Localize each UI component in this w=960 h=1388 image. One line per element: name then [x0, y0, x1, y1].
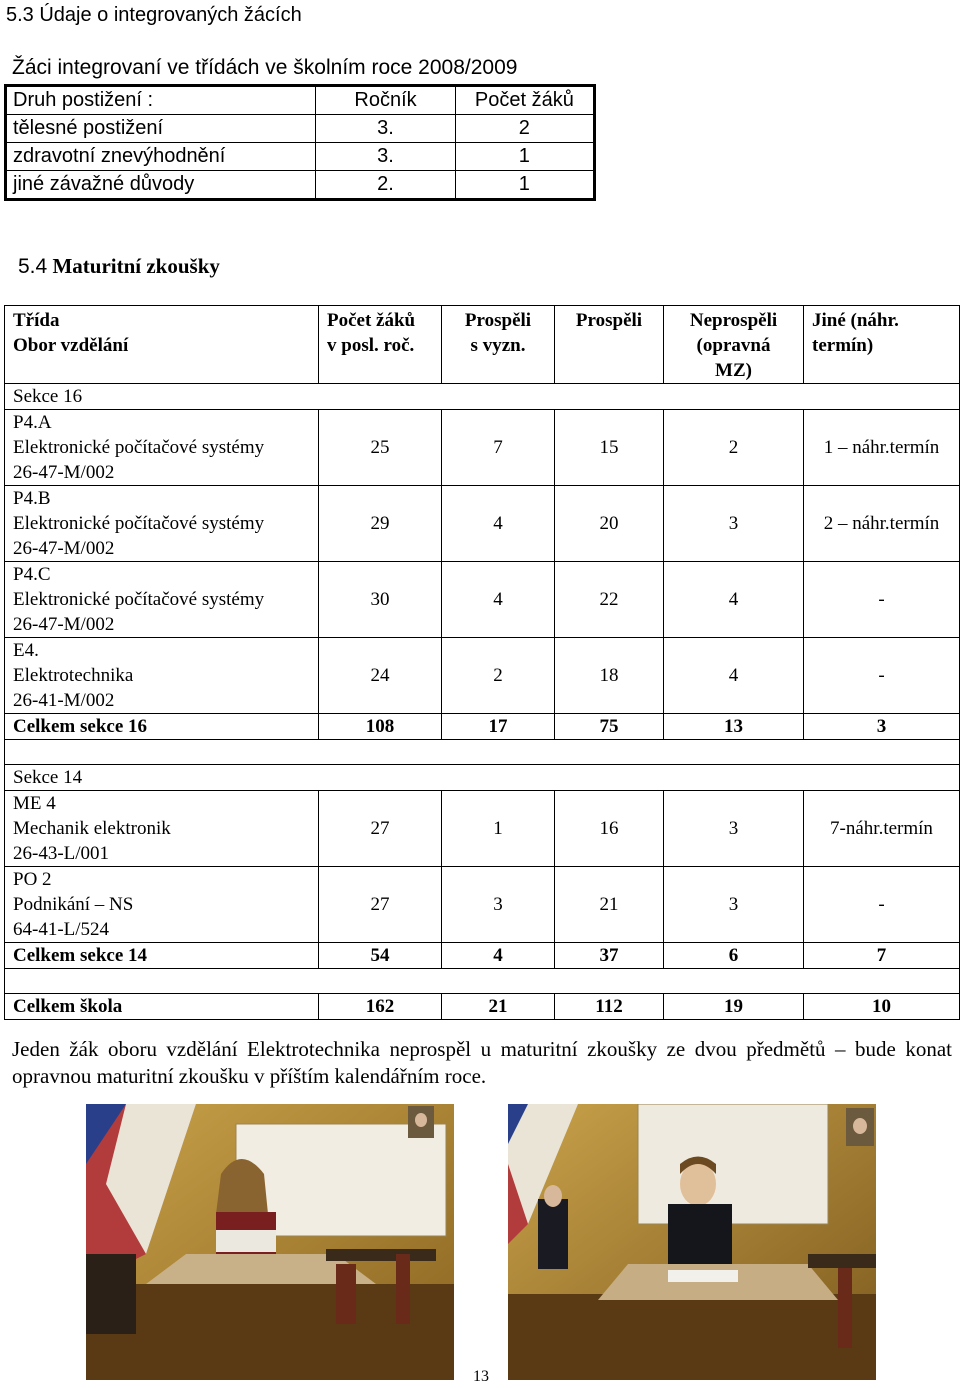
table-cell: 7 — [804, 943, 960, 969]
table-cell: 22 — [555, 562, 664, 638]
header-cell: Počet žáků v posl. roč. — [319, 306, 442, 384]
table-row — [6, 115, 595, 143]
header-cell: Ročník — [316, 86, 455, 115]
section-label-row — [5, 384, 960, 410]
spacer-cell — [5, 740, 960, 765]
table-cell: 18 — [555, 638, 664, 714]
section-number: 5.4 — [18, 255, 48, 278]
table-cell: 1 — [455, 171, 594, 200]
table-cell: 4 — [442, 943, 555, 969]
class-cell: E4. Elektrotechnika 26-41-M/002 — [5, 638, 319, 714]
table-cell: 4 — [442, 562, 555, 638]
class-cell: P4.A Elektronické počítačové systémy 26-47-M/002 — [5, 410, 319, 486]
table-row — [5, 638, 960, 714]
section-label: Sekce 16 — [5, 384, 960, 410]
table-cell: 1 – náhr.termín — [804, 410, 960, 486]
header-cell: Třída Obor vzdělání — [5, 306, 319, 384]
table-cell: 2 — [664, 410, 804, 486]
table-cell: jiné závažné důvody — [6, 171, 316, 200]
class-cell: P4.C Elektronické počítačové systémy 26-47-M/002 — [5, 562, 319, 638]
table-cell: 30 — [319, 562, 442, 638]
table-cell: 112 — [555, 994, 664, 1020]
header-cell: Počet žáků — [455, 86, 594, 115]
class-cell: P4.B Elektronické počítačové systémy 26-47-M/002 — [5, 486, 319, 562]
table-row — [5, 410, 960, 486]
table-cell: 1 — [455, 143, 594, 171]
table-cell: 3 — [664, 486, 804, 562]
table-cell: 3 — [664, 791, 804, 867]
spacer-row — [5, 740, 960, 765]
header-cell: Jiné (náhr. termín) — [804, 306, 960, 384]
section-label: Sekce 14 — [5, 765, 960, 791]
table-cell: 19 — [664, 994, 804, 1020]
table-cell: 7-náhr.termín — [804, 791, 960, 867]
section-label-row — [5, 765, 960, 791]
header-cell: Prospěli s vyzn. — [442, 306, 555, 384]
table-cell: 108 — [319, 714, 442, 740]
table-cell: 2 – náhr.termín — [804, 486, 960, 562]
table-cell: 21 — [442, 994, 555, 1020]
section-title: Maturitní zkoušky — [52, 254, 220, 278]
table-row — [6, 143, 595, 171]
table-cell: 29 — [319, 486, 442, 562]
spacer-cell — [5, 969, 960, 994]
table-cell: - — [804, 638, 960, 714]
table-cell: 75 — [555, 714, 664, 740]
exam-photo-student-girl — [86, 1104, 454, 1380]
table-cell: 2. — [316, 171, 455, 200]
table-cell: 21 — [555, 867, 664, 943]
table-row — [5, 486, 960, 562]
table-cell: 15 — [555, 410, 664, 486]
table-cell: 4 — [664, 638, 804, 714]
table-cell: 37 — [555, 943, 664, 969]
integrated-table-caption: Žáci integrovaní ve třídách ve školním roce 2008/2009 — [12, 56, 518, 79]
table-cell: 24 — [319, 638, 442, 714]
table-cell: 7 — [442, 410, 555, 486]
table-cell: 1 — [442, 791, 555, 867]
table-cell: 13 — [664, 714, 804, 740]
table-cell: 3 — [664, 867, 804, 943]
table-row — [5, 867, 960, 943]
header-cell: Neprospěli (opravná MZ) — [664, 306, 804, 384]
table-cell: 4 — [442, 486, 555, 562]
total-label: Celkem sekce 16 — [5, 714, 319, 740]
table-cell: 54 — [319, 943, 442, 969]
spacer-row — [5, 969, 960, 994]
table-row — [5, 562, 960, 638]
table-row — [6, 171, 595, 200]
header-cell: Prospěli — [555, 306, 664, 384]
table-cell: 3 — [442, 867, 555, 943]
table-cell: - — [804, 562, 960, 638]
table-cell: 6 — [664, 943, 804, 969]
table-cell: 2 — [455, 115, 594, 143]
maturita-results-table — [4, 305, 960, 1020]
table-cell: 17 — [442, 714, 555, 740]
table-cell: 4 — [664, 562, 804, 638]
page-number: 13 — [473, 1368, 489, 1385]
table-row — [5, 791, 960, 867]
table-header-row — [6, 86, 595, 115]
table-cell: 10 — [804, 994, 960, 1020]
total-label: Celkem sekce 14 — [5, 943, 319, 969]
exam-photo-student-boy — [508, 1104, 876, 1380]
table-cell: 3. — [316, 143, 455, 171]
table-cell: 3. — [316, 115, 455, 143]
class-cell: PO 2 Podnikání – NS 64-41-L/524 — [5, 867, 319, 943]
class-cell: ME 4 Mechanik elektronik 26-43-L/001 — [5, 791, 319, 867]
table-cell: 16 — [555, 791, 664, 867]
note-paragraph: Jeden žák oboru vzdělání Elektrotechnika neprospěl u maturitní zkoušky ze dvou předmětů – bude konat opravnou maturitní zkoušku v příštím kalendářním roce. — [12, 1037, 952, 1088]
section-heading-maturita — [18, 254, 220, 279]
table-cell: 20 — [555, 486, 664, 562]
school-total-row — [5, 994, 960, 1020]
header-cell: Druh postižení : — [6, 86, 316, 115]
table-cell: zdravotní znevýhodnění — [6, 143, 316, 171]
total-row — [5, 714, 960, 740]
total-label: Celkem škola — [5, 994, 319, 1020]
table-cell: 27 — [319, 867, 442, 943]
table-header-row — [5, 306, 960, 384]
table-cell: - — [804, 867, 960, 943]
table-cell: 162 — [319, 994, 442, 1020]
table-cell: tělesné postižení — [6, 115, 316, 143]
table-cell: 25 — [319, 410, 442, 486]
integrated-students-table — [4, 84, 596, 201]
table-cell: 2 — [442, 638, 555, 714]
table-cell: 27 — [319, 791, 442, 867]
section-heading-integrated: 5.3 Údaje o integrovaných žácích — [6, 4, 302, 26]
table-cell: 3 — [804, 714, 960, 740]
total-row — [5, 943, 960, 969]
